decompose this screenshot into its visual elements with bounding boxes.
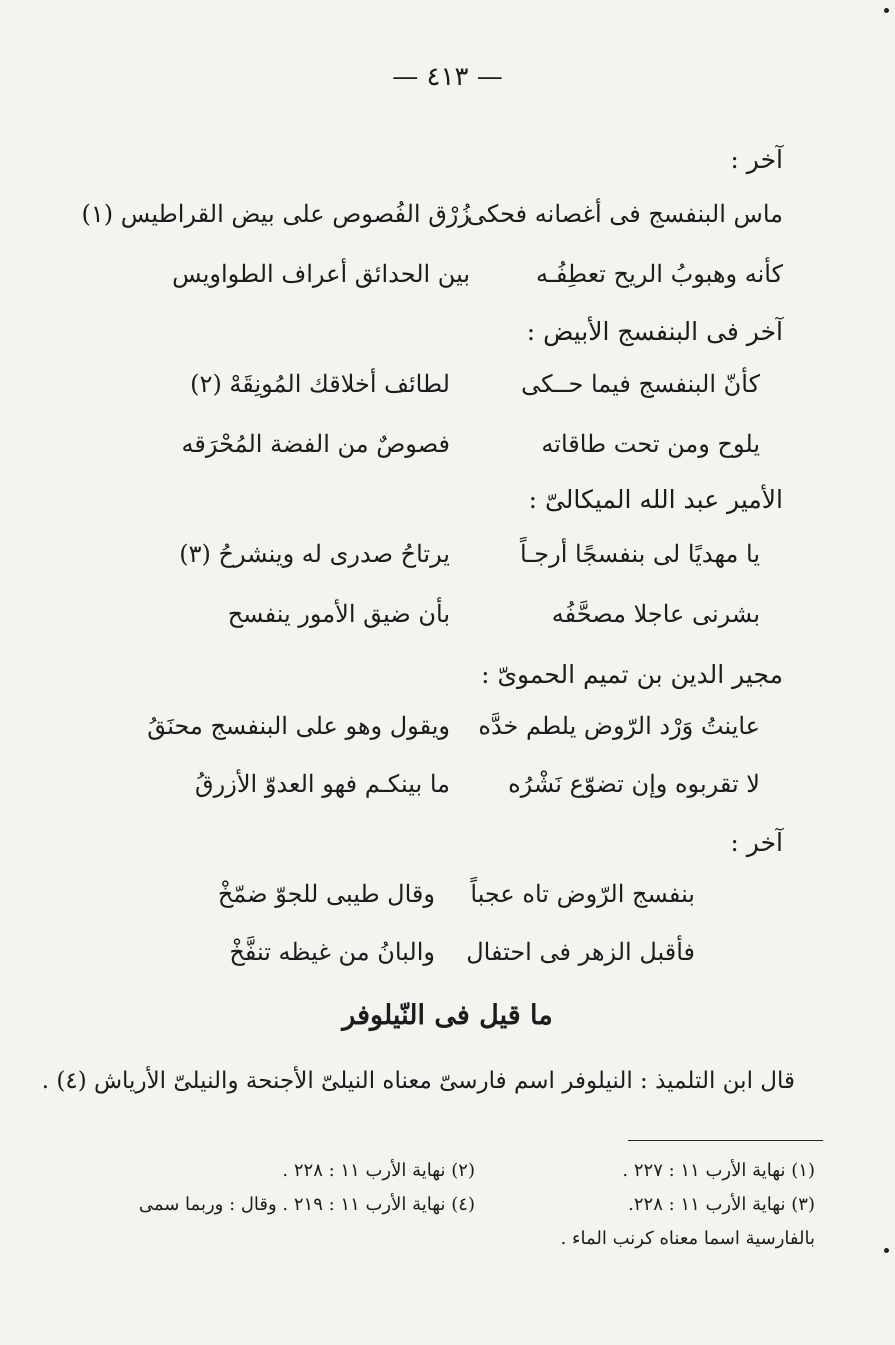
- verse-left-hemistich: بأن ضيق الأمور ينفسح: [227, 600, 450, 628]
- footnote-rule: [628, 1140, 823, 1141]
- verse-left-hemistich: فصوصٌ من الفضة المُحْرَقه: [181, 430, 450, 458]
- poem-heading: آخر :: [730, 145, 783, 174]
- footnote: (١) نهاية الأرب ١١ : ٢٢٧ .: [622, 1160, 815, 1181]
- verse-left-hemistich: بين الحدائق أعراف الطواويس: [172, 260, 470, 288]
- section-title: ما قيل فى النّيلوفر: [342, 1000, 553, 1031]
- poem-heading: الأمير عبد الله الميكالىّ :: [528, 485, 783, 514]
- footnote: (٤) نهاية الأرب ١١ : ٢١٩ . وقال : وربما سمى: [138, 1194, 475, 1215]
- verse-right-hemistich: يا مهديًا لى بنفسجًا أرجـاً: [519, 540, 760, 568]
- footnote: (٢) نهاية الأرب ١١ : ٢٢٨ .: [282, 1160, 475, 1181]
- verse-right-hemistich: عاينتُ وَرْد الرّوض يلطم خدَّه: [478, 712, 760, 740]
- verse-right-hemistich: يلوح ومن تحت طاقاته: [541, 430, 760, 458]
- verse-left-hemistich: زُرْق الفُصوص على بيض القراطيس (١): [81, 200, 470, 228]
- footnote: (٣) نهاية الأرب ١١ : ٢٢٨.: [628, 1194, 815, 1215]
- prose-paragraph: قال ابن التلميذ : النيلوفر اسم فارسىّ معناه النيلىّ الأجنحة والنيلىّ الأرياش (٤) .: [41, 1068, 795, 1094]
- verse-right-hemistich: فأقبل الزهر فى احتفال: [466, 938, 695, 966]
- verse-right-hemistich: كأنه وهبوبُ الريح تعطِفُـه: [535, 260, 783, 288]
- footnote-continuation: بالفارسية اسما معناه كرنب الماء .: [560, 1228, 815, 1249]
- verse-right-hemistich: ماس البنفسج فى أغصانه فحكى: [466, 200, 783, 228]
- verse-right-hemistich: لا تقربوه وإن تضوّع نَشْرُه: [508, 770, 760, 798]
- verse-left-hemistich: ما بينكـم فهو العدوّ الأزرقُ: [195, 770, 450, 798]
- verse-left-hemistich: لطائف أخلاقك المُونِقَهْ (٢): [190, 370, 450, 398]
- scan-speck: [884, 8, 889, 13]
- verse-left-hemistich: يرتاحُ صدرى له وينشرحُ (٣): [179, 540, 450, 568]
- verse-left-hemistich: ويقول وهو على البنفسج محنَقُ: [147, 712, 450, 740]
- verse-right-hemistich: بنفسج الرّوض تاه عجباً: [470, 880, 695, 908]
- poem-heading: آخر فى البنفسج الأبيض :: [526, 317, 783, 346]
- verse-right-hemistich: كأنّ البنفسج فيما حــكى: [521, 370, 760, 398]
- poem-heading: مجير الدين بن تميم الحموىّ :: [481, 660, 783, 689]
- verse-left-hemistich: والبانُ من غيظه تنفَّخْ: [229, 938, 435, 966]
- poem-heading: آخر :: [730, 828, 783, 857]
- verse-left-hemistich: وقال طيبى للجوّ ضمّخْ: [217, 880, 435, 908]
- scan-speck: [884, 1248, 889, 1253]
- page-number: — ٤١٣ —: [392, 62, 503, 92]
- verse-right-hemistich: بشرنى عاجلا مصحَّفُه: [551, 600, 760, 628]
